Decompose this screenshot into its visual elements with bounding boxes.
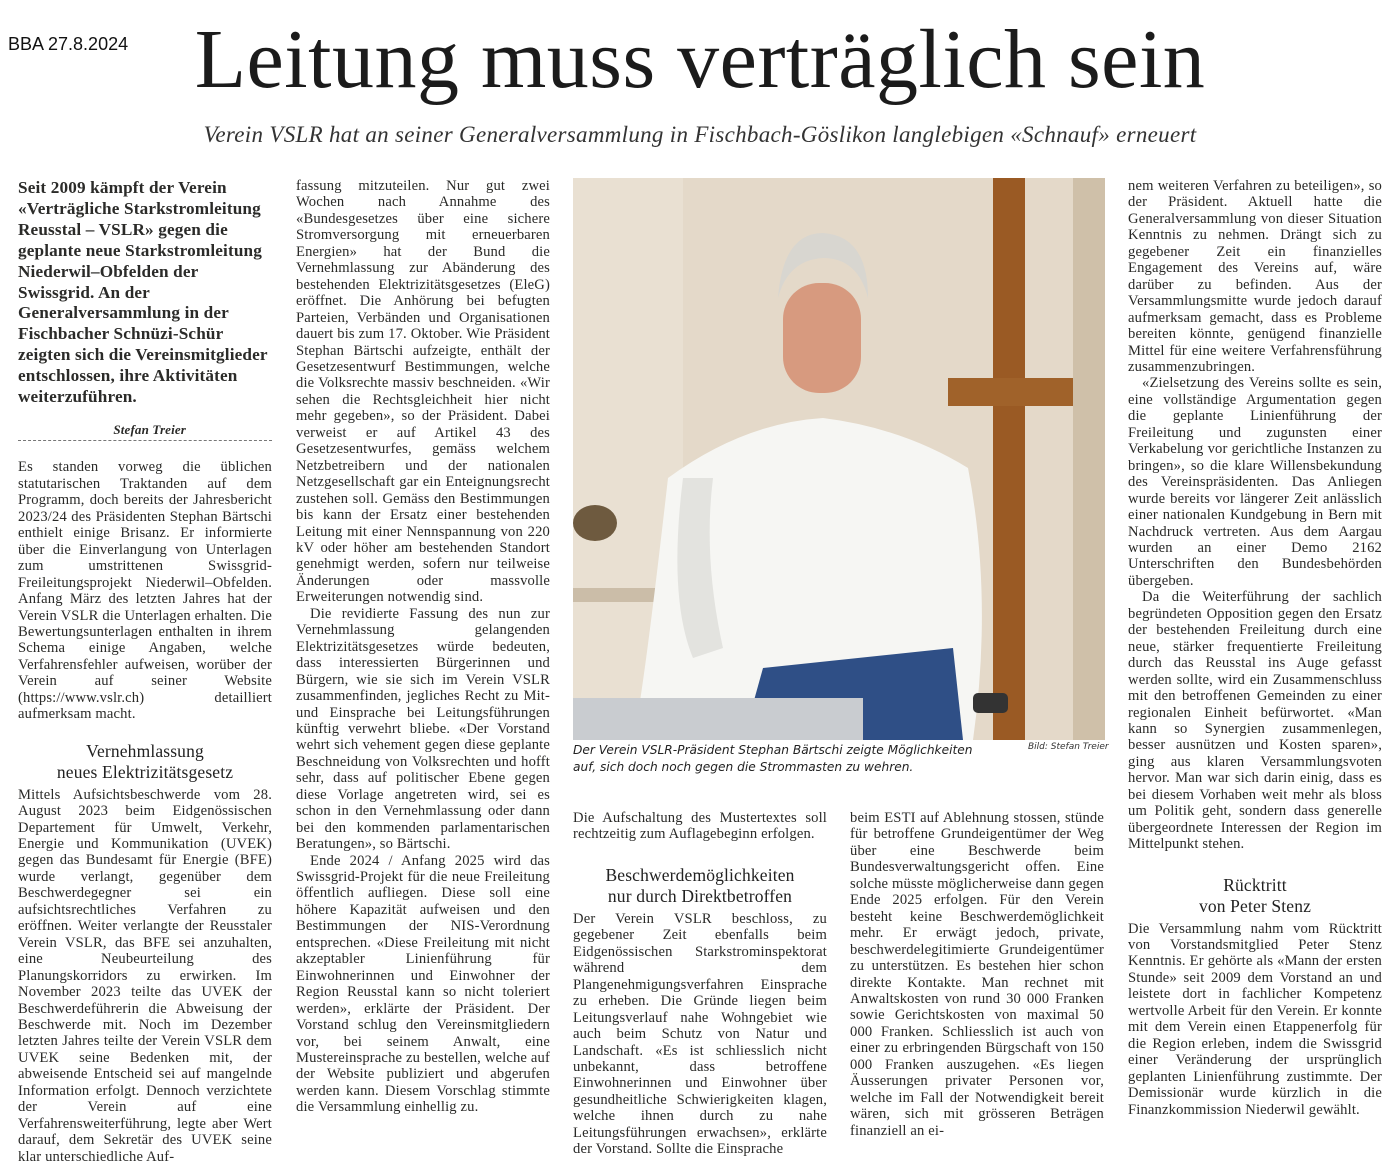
column-4 bbox=[850, 810, 1104, 1139]
subheading-ruecktritt bbox=[1128, 875, 1382, 917]
lead-paragraph: Seit 2009 kämpft der Verein «Verträgliche Starkstromleitung Reusstal – VSLR» gegen die geplante neue Starkstromleitung Niederwil–Obfelden der Swissgrid. An der Generalversammlung in der Fischbacher Schnüzi-Schür zeigten sich die Vereinsmitglieder entschlossen, ihre Aktivitäten weiterzuführen. bbox=[18, 178, 268, 407]
article-photo bbox=[573, 178, 1105, 740]
subheading-line: nur durch Direktbetroffen bbox=[607, 885, 793, 906]
column-1 bbox=[18, 178, 272, 1165]
body-paragraph: beim ESTI auf Ablehnung stossen, stünde für betroffene Grundeigentümer der Weg über eine Beschwerde beim Bundesverwaltungsgericht offen. Eine solche müsste möglicherweise dann gegen Ende 2025 erfolgen. Für den Verein besteht keine Beschwerdemöglichkeit mehr. Er erwägt jedoch, private, beschwerdelegitimierte Grundeigentümer zu unterstützen. Es bestehen hier schon direkte Kontakte. Man rechnet mit Anwaltskosten von rund 30 000 Franken sowie Gerichtskosten von maximal 50 000 Franken. Schliesslich ist auch von einer zu erbringenden Bürgschaft von 150 000 Franken auszugehen. «Es liegen Äusserungen privater Personen vor, welche im Fall der Notwendigkeit bereit wären, sich mit grösseren Beträgen finanziell an ei- bbox=[850, 810, 1104, 1139]
body-paragraph: Die Versammlung nahm vom Rücktritt von Vorstandsmitglied Peter Stenz Kenntnis. Er gehörte als «Mann der ersten Stunde» seit 2009 dem Vorstand an und leistete dort in fachlicher Kompetenz wertvolle Arbeit für den Verein. Er konnte mit dem Verein einen Etappenerfolg für die Region erleben, indem die Swissgrid einer Veränderung der ursprünglich geplanten Linienführung zustimmte. Der Demissionär wurde kürzlich in die Finanzkommission Niederwil gewählt. bbox=[1128, 920, 1382, 1118]
body-paragraph: Da die Weiterführung der sachlich begründeten Opposition gegen den Ersatz der bestehenden Freileitung durch eine neue, stärker frequentierte Freileitung durch das Reusstal ins Auge gefasst werden sollte, wird ein Zusammenschluss mit den betroffenen Gemeinden zu einer regionalen Einheit befürwortet. «Man kann so Synergien zusammenlegen, besser ausnützen und Kosten sparen», ging aus klaren Versammlungsvoten hervor. Man war sich darin einig, dass es bei diesem Vorhaben weit mehr als bloss um Politik geht, sondern dass generelle übergeordnete Interessen der Region im Mittelpunkt stehen. bbox=[1128, 589, 1382, 853]
subheading-line: von Peter Stenz bbox=[1198, 895, 1312, 916]
body-paragraph: «Zielsetzung des Vereins sollte es sein, eine vollständige Argumentation gegen die geplante Linienführung der Freileitung und zugunsten einer Verkabelung vor gerichtliche Instanzen zu bringen», so die klare Willensbekundung des Vereinspräsidenten. Das Anliegen wurde bereits vor längerer Zeit anlässlich einer nationalen Kundgebung in Bern mit Nachdruck vertreten. Aus dem Aargau wurden an einer Demo 2162 Unterschriften den Bundesbehörden übergeben. bbox=[1128, 375, 1382, 589]
body-paragraph: Mittels Aufsichtsbeschwerde vom 28. August 2023 beim Eidgenössischen Departement für Umwelt, Verkehr, Energie und Kommunikation (UVEK) gegen das Bundesamt für Energie (BFE) wurde verlangt, gegenüber dem Beschwerdegegner sei ein aufsichtsrechtliches Verfahren zu eröffnen. Weiter verlangte der Reusstaler Verein VSLR, das BFE sei anzuhalten, eine Neubeurteilung des Planungskorridors zu erwirken. Im November 2023 teilte das UVEK der Beschwerdeführerin die Abweisung der Beschwerde mit. Noch im Dezember letzten Jahres teilte der Verein VSLR dem UVEK seine Bedenken mit, der abweisende Entscheid sei auf mangelnde Information erfolgt. Dennoch verzichtete der Verein auf eine Verfahrensweiterführung, legte aber Wert darauf, dem Sekretär des UVEK seine klar unterschiedliche Auf- bbox=[18, 786, 272, 1165]
body-paragraph: Die Aufschaltung des Mustertextes soll rechtzeitig zum Auflagebeginn erfolgen. bbox=[573, 810, 827, 843]
body-paragraph: Ende 2024 / Anfang 2025 wird das Swissgrid-Projekt für die neue Freileitung öffentlich aufliegen. Diese soll eine höhere Kapazität aufweisen und den Bestimmungen der NIS-Verordnung entsprechen. «Diese Freileitung mit nicht akzeptabler Linienführung für Einwohnerinnen und Einwohner der Region Reusstal kann so nicht toleriert werden», erklärte der Präsident. Der Vorstand schlug den Vereinsmitgliedern vor, bei seinem Anwalt, eine Mustereinsprache zu bestellen, welche auf der Website publiziert und abgerufen werden kann. Diesem Vorschlag stimmte die Versammlung einhellig zu. bbox=[296, 852, 550, 1116]
photo-credit: Bild: Stefan Treier bbox=[1028, 742, 1109, 752]
subtitle: Verein VSLR hat an seiner Generalversammlung in Fischbach-Göslikon langlebigen «Schnauf» erneuert bbox=[203, 122, 1197, 147]
headline: Leitung muss verträglich sein bbox=[194, 13, 1206, 106]
publication-date: BBA 27.8.2024 bbox=[8, 34, 129, 54]
column-5 bbox=[1128, 178, 1382, 1118]
body-paragraph: nem weiteren Verfahren zu beteiligen», so der Präsident. Aktuell hatte die Generalversammlung von dieser Situation Kenntnis zu nehmen. Drängt sich zu gegebener Zeit ein finanzielles Engagement des Vereins auf, wäre darüber zu befinden. Aus der Versammlungsmitte wurde jedoch darauf aufmerksam gemacht, dass es Probleme bereiten könnte, genügend finanzielle Mittel für eine weitere Verfahrensführung zusammenzubringen. bbox=[1128, 178, 1382, 375]
subheading-line: neues Elektrizitätsgesetz bbox=[56, 761, 234, 782]
column-2 bbox=[296, 178, 550, 1116]
subheading-beschwerde bbox=[573, 865, 827, 907]
byline: Stefan Treier bbox=[113, 421, 186, 437]
subheading-vernehmlassung bbox=[18, 741, 272, 783]
body-paragraph: Der Verein VSLR beschloss, zu gegebener Zeit ebenfalls beim Eidgenössischen Starkstrominspektorat während dem Plangenehmigungsverfahren Einsprache zu erheben. Die Gründe liegen beim Leitungsverlauf nahe Wohngebiet wie auch beim Schutz von Natur und Landschaft. «Es ist schliesslich nicht unbekannt, dass betroffene Einwohnerinnen und Einwohner über gesundheitliche Schwierigkeiten klagen, welche ihnen durch zu nahe Leitungsführungen erwachsen», erklärte der Vorstand. Sollte die Einsprache bbox=[573, 910, 827, 1158]
photo-illustration bbox=[573, 178, 1105, 740]
byline-divider bbox=[18, 440, 272, 441]
photo-caption: Der Verein VSLR-Präsident Stephan Bärtschi zeigte Möglichkeiten auf, sich doch noch gegen die Strommasten zu wehren. bbox=[573, 743, 973, 774]
column-3 bbox=[573, 810, 827, 1158]
subheading-line: Beschwerdemöglichkeiten bbox=[605, 864, 795, 885]
subheading-line: Rücktritt bbox=[1223, 874, 1287, 895]
body-paragraph: fassung mitzuteilen. Nur gut zwei Wochen nach Annahme des «Bundesgesetzes über eine sichere Stromversorgung mit erneuerbaren Energien» hat der Bund die Vernehmlassung zur Abänderung des bestehenden Elektrizitätsgesetzes (EleG) eröffnet. Die Anhörung bei befugten Parteien, Verbänden und Organisationen dauert bis zum 17. Oktober. Wie Präsident Stephan Bärtschi aufzeigte, enthält der Gesetzesentwurf Bestimmungen, welche die Volksrechte massiv beschneiden. «Wir sehen die Rechtsgleichheit hier nicht mehr gegeben», so der Präsident. Dabei verweist er auf Artikel 43 des Gesetzesentwurfes, gemäss welchem Netzbetreibern und der nationalen Netzgesellschaft gar ein Enteignungsrecht zustehen soll. Gemäss den Bestimmungen bis kann der Ersatz einer bestehenden Leitung mit einer Nennspannung von 220 kV oder höher am bestehenden Standort genehmigt werden, sofern nur teilweise Änderungen oder massvolle Erweiterungen notwendig sind. bbox=[296, 178, 550, 606]
subheading-line: Vernehmlassung bbox=[86, 740, 204, 761]
body-paragraph: Die revidierte Fassung des nun zur Vernehmlassung gelangenden Elektrizitätsgesetzes würde bedeuten, dass interessierten Bürgerinnen und Bürgern, wie sie sich im Verein VSLR zusammenfinden, jegliches Recht zu Mit- und Einsprache bei Leitungsführungen künftig verwehrt bliebe. «Der Vorstand wehrt sich vehement gegen diese geplante Beschneidung von Volksrechten und hofft sehr, dass auf politischer Ebene gegen diese Vorlage angetreten wird, sei es schon in den Vernehmlassung oder dann bei den kommenden parlamentarischen Beratungen», so Bärtschi. bbox=[296, 605, 550, 853]
body-paragraph: Es standen vorweg die üblichen statutarischen Traktanden auf dem Programm, doch bereits der Jahresbericht 2023/24 des Präsidenten Stephan Bärtschi enthielt einige Brisanz. Er informierte über die Einverlangung von Unterlagen zum umstrittenen Swissgrid-Freileitungsprojekt Niederwil–Obfelden. Anfang März des letzten Jahres hat der Verein VSLR die Unterlagen erhalten. Die Bewertungsunterlagen enthalten in ihrem Schema einige Angaben, welche Verfahrensfehler aufweisen, worüber der Verein auf seiner Website (https://www.vslr.ch) detailliert aufmerksam macht. bbox=[18, 459, 272, 723]
